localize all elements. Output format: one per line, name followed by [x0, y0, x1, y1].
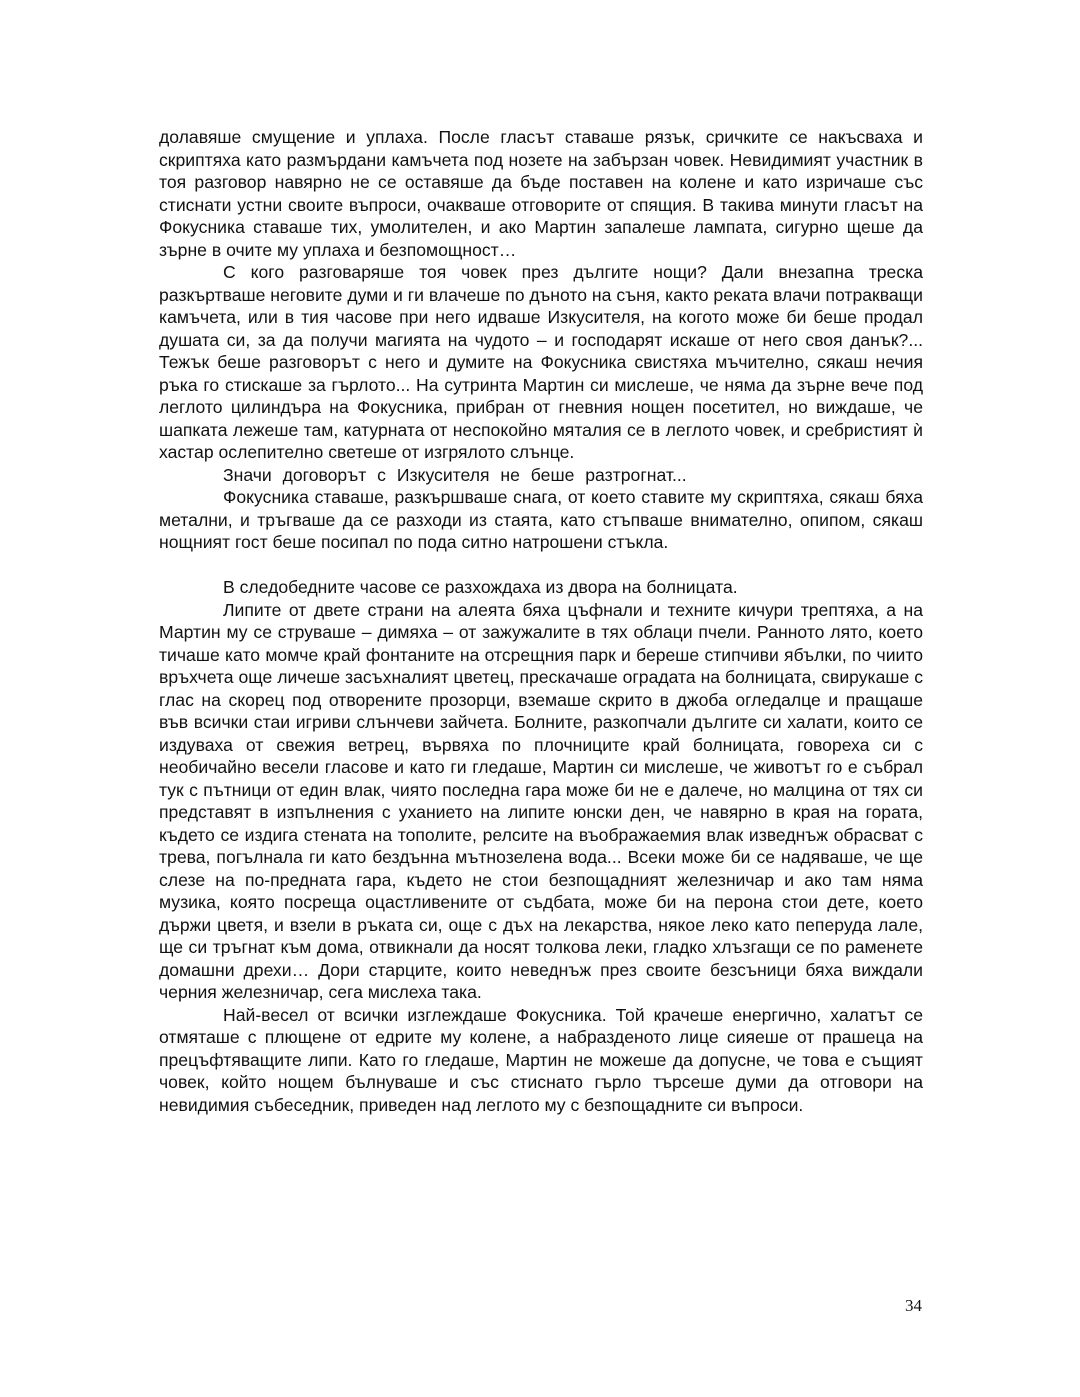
paragraph: Липите от двете страни на алеята бяха цъфнали и техните кичури трептяха, а на Мартин му се струваше – димяха – от зажужалите в тях облаци пчели. Ранното лято, което тичаше като момче край фонтаните на отсрещния парк и береше стипчиви ябълки, по чиито връхчета още личеше засъхналият цветец, прескачаше оградата на болницата, свирукаше с глас на скорец под отворените прозорци, вземаше скрито в джоба огледалце и пращаше във всички стаи игриви слънчеви зайчета. Болните, разкопчали дългите си халати, които се издуваха от свежия ветрец, вървяха по плочниците край болницата, говореха си с необичайно весели гласове и като ги гледаше, Мартин си мислеше, че животът го е събрал тук с пътници от един влак, чиято последна гара може би не е далече, но малцина от тях си представят в изпълнения с уханието на липите юнски ден, че навярно в края на гората, където се издига стената на тополите, релсите на въображаемия влак изведнъж обрасват с трева, погълнала ги като бездънна мътнозелена вода... Всеки може би се надяваше, че ще слезе на по-предната гара, където не стои безпощадният железничар и ако там няма музика, която посреща оцастливените от съдбата, може би на перона стои дете, което държи цветя, и взели в ръката си, още с дъх на лекарства, някое леко като пеперуда лале, ще си тръгнат към дома, отвикнали да носят толкова леки, гладко хлъзгащи се по раменете домашни дрехи… Дори старците, които неведнъж през своите безсъници бяха виждали черния железничар, сега мислеха така. — [159, 599, 923, 1002]
paragraph: Фокусника ставаше, разкършваше снага, от което ставите му скриптяха, сякаш бяха метални, и тръгваше да се разходи из стаята, като стъпваше внимателно, опипом, сякаш нощният гост беше посипал по пода ситно натрошени стъкла. — [159, 487, 923, 552]
paragraph: долавяше смущение и уплаха. После гласът ставаше рязък, сричките се накъсваха и скриптяха като размърдани камъчета под нозете на забързан човек. Невидимият участник в тоя разговор навярно не се оставяше да бъде поставен на колене и като изричаше със стиснати устни своите въпроси, очакваше отговорите от спящия. В такива минути гласът на Фокусника ставаше тих, умолителен, и ако Мартин запалеше лампата, сигурно щеше да зърне в очите му уплаха и безпомощност… — [159, 127, 923, 260]
paragraph: Най-весел от всички изглеждаше Фокусника. Той крачеше енергично, халатът се отмяташе с плющене от едрите му колене, а набразденото лице сияеше от прашеца на прецъфтяващите липи. Като го гледаше, Мартин не можеше да допусне, че това е същият човек, който нощем бълнуваше и със стиснато гърло търсеше думи да отговори на невидимия събеседник, приведен над леглото му с безпощадните си въпроси. — [159, 1004, 923, 1115]
paragraph: Значи договорът с Изкусителя не беше разтрогнат... — [223, 464, 687, 485]
paragraph: В следобедните часове се разхождаха из двора на болницата. — [223, 577, 738, 597]
page-number: 34 — [905, 1296, 922, 1315]
paragraph: С кого разговаряше тоя човек през дългите нощи? Дали внезапна треска разкъртваше неговите думи и ги влачеше по дъното на съня, както реката влачи потракващи камъчета, или в тия часове при него идваше Изкусителя, на когото може би беше продал душата си, за да получи магията на чудото – и господарят искаше от него своя данък?... Тежък беше разговорът с него и думите на Фокусника свистяха мъчително, сякаш нечия ръка го стискаше за гърлото... На сутринта Мартин си мислеше, че няма да зърне вече под леглото цилиндъра на Фокусника, прибран от гневния нощен посетител, но виждаше, че шапката лежеше там, катурната от неспокойно мяталия се в леглото човек, и сребристият ѝ хастар ослепително светеше от изгрялото слънце. — [159, 262, 923, 462]
document-body — [159, 126, 923, 1116]
